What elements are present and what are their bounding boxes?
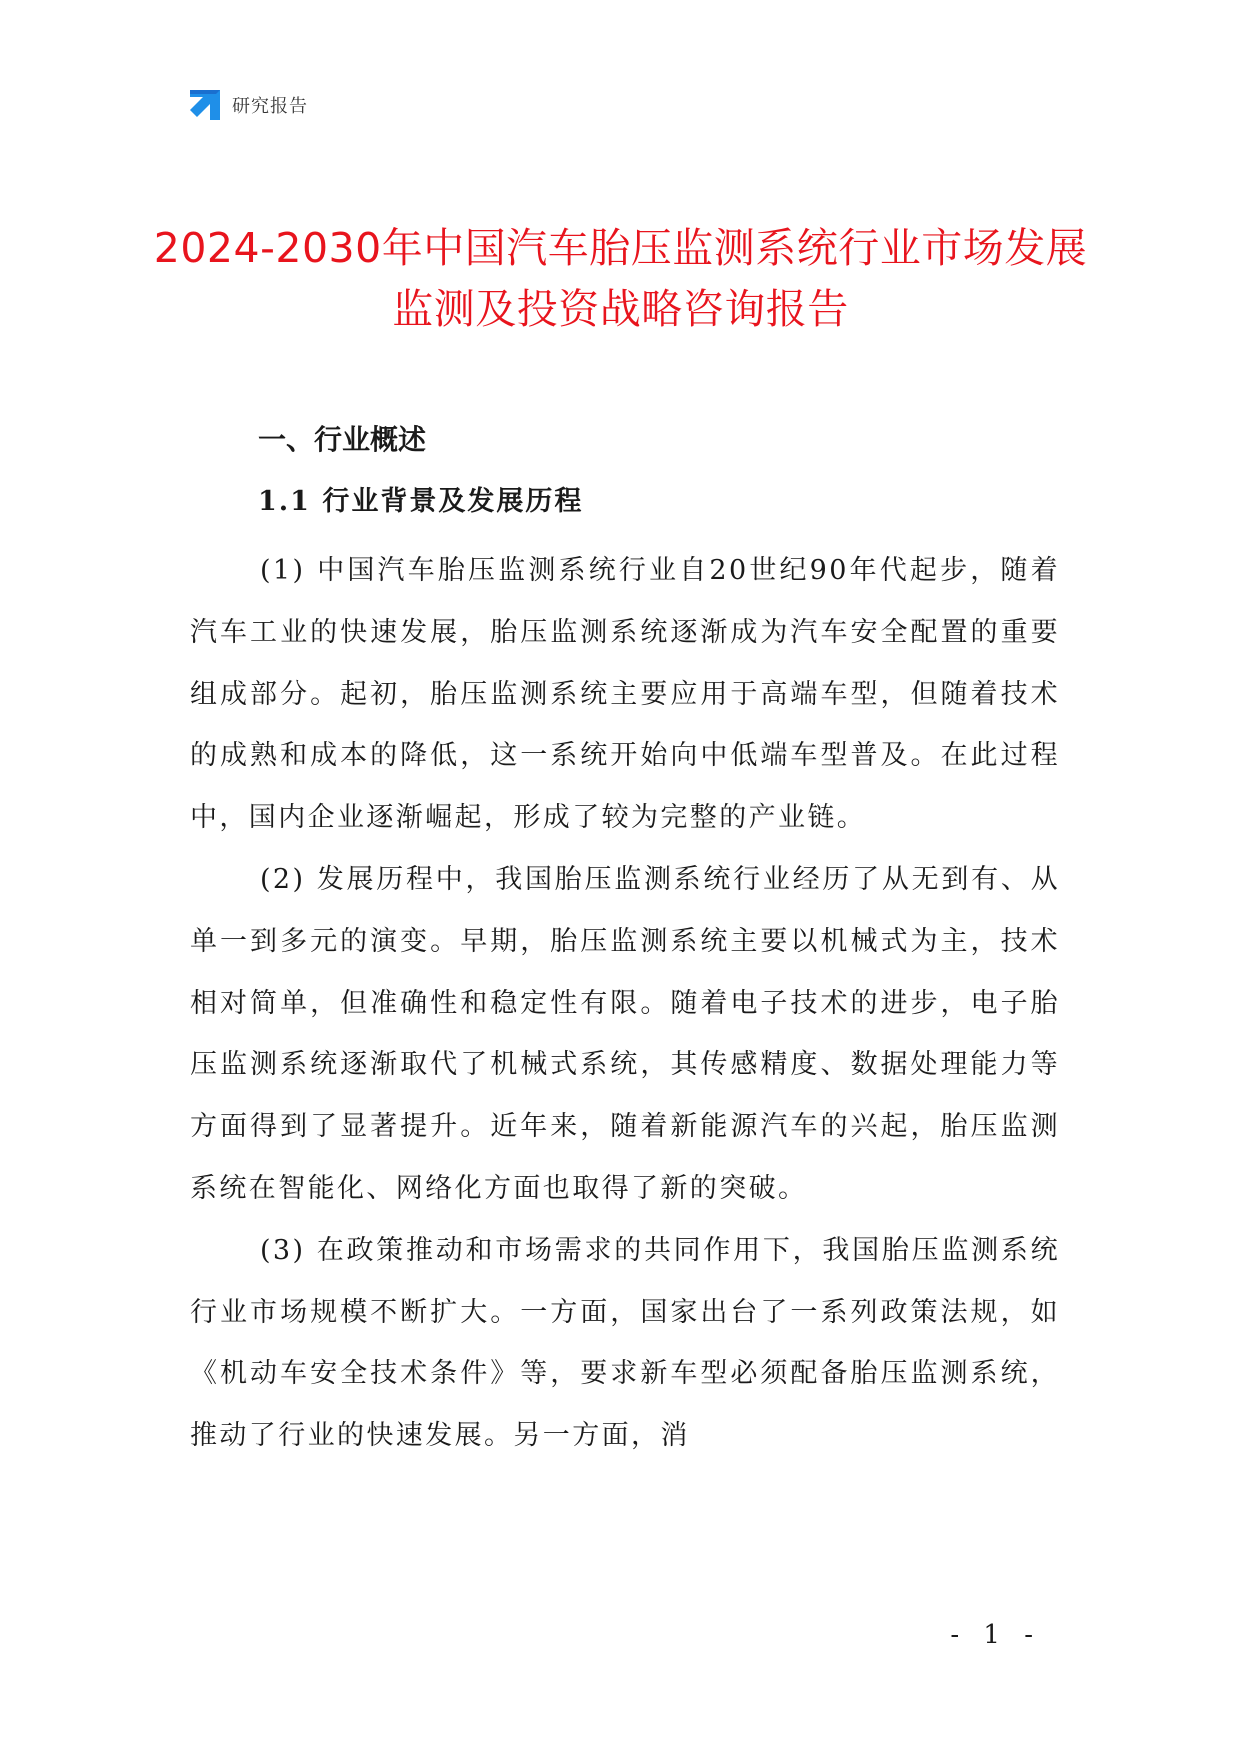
header-label: 研究报告	[232, 96, 308, 117]
page-number: - 1 -	[950, 1620, 1041, 1650]
paragraph-1: (1) 中国汽车胎压监测系统行业自20世纪90年代起步，随着汽车工业的快速发展，胎压监测系统逐渐成为汽车安全配置的重要组成部分。起初，胎压监测系统主要应用于高端车型，但随着技术的成熟和成本的降低，这一系统开始向中低端车型普及。在此过程中，国内企业逐渐崛起，形成了较为完整的产业链。	[190, 555, 1060, 834]
section-heading: 一、行业概述	[258, 423, 427, 456]
report-header	[190, 88, 308, 122]
arrow-up-right-icon	[190, 90, 220, 120]
body-text	[190, 540, 1060, 1467]
report-title: 2024-2030年中国汽车胎压监测系统行业市场发展监测及投资战略咨询报告	[153, 224, 1088, 333]
paragraph-2: (2) 发展历程中，我国胎压监测系统行业经历了从无到有、从单一到多元的演变。早期，胎压监测系统主要以机械式为主，技术相对简单，但准确性和稳定性有限。随着电子技术的进步，电子胎压监测系统逐渐取代了机械式系统，其传感精度、数据处理能力等方面得到了显著提升。近年来，随着新能源汽车的兴起，胎压监测系统在智能化、网络化方面也取得了新的突破。	[190, 863, 1060, 1204]
sub-heading: 1.1 行业背景及发展历程	[258, 486, 584, 517]
paragraph-3: (3) 在政策推动和市场需求的共同作用下，我国胎压监测系统行业市场规模不断扩大。一方面，国家出台了一系列政策法规，如《机动车安全技术条件》等，要求新车型必须配备胎压监测系统，推动了行业的快速发展。另一方面，消	[190, 1234, 1060, 1452]
